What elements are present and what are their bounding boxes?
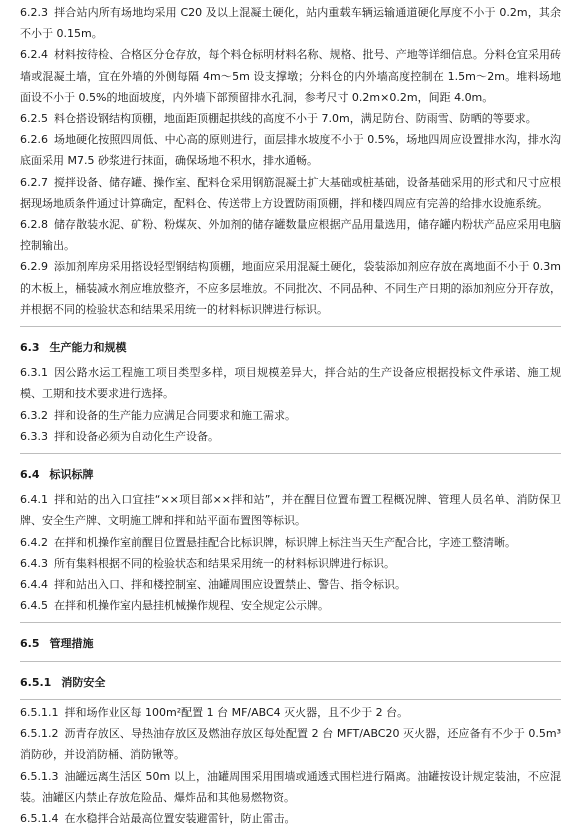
clause-text: 场地硬化按照四周低、中心高的原则进行，面层排水坡度不小于 0.5%，场地四周应设置排水沟，排水沟底面采用 M7.5 砂浆进行抹面，确保场地不积水，排水通畅。 — [20, 133, 561, 168]
clause-text: 添加剂库房采用搭设轻型钢结构顶棚，地面应采用混凝土硬化，袋装添加剂应存放在离地面不小于 0.3m 的木板上，桶装减水剂应堆放整齐，不应多层堆放。不同批次、不同品种、不同生产日期的添加剂应分开存放，并根据不同的检验状态和结果采用统一的材料标识牌进行标识。 — [20, 260, 561, 316]
clause-number: 6.2.4 — [20, 48, 48, 62]
section-divider — [20, 326, 561, 327]
clause-6-3-1 — [20, 362, 561, 404]
clause-text: 拌和设备必须为自动化生产设备。 — [54, 429, 219, 443]
subsection-number: 6.5.1 — [20, 675, 52, 689]
clause-text: 材料按待检、合格区分仓存放，每个料仓标明材料名称、规格、批号、产地等详细信息。分料仓宜采用砖墙或混凝土墙，宜在外墙的外侧每隔 4m～5m 设支撑墩；分料仓的内外墙高度控制在 1.5m～2m。堆料场地面设不小于 0.5%的地面坡度，内外墙下部预留排水孔洞，参考尺寸 0.2m×0.2m，间距 4.0m。 — [20, 48, 561, 104]
clause-number: 6.4.2 — [20, 535, 48, 549]
section-divider — [20, 622, 561, 623]
clause-text: 在拌和机操作室前醒目位置悬挂配合比标识牌，标识牌上标注当天生产配合比，字迹工整清晰。 — [54, 535, 516, 549]
clause-text: 沥青存放区、导热油存放区及燃油存放区每处配置 2 台 MFT/ABC20 灭火器，还应备有不少于 0.5m³消防砂，并设消防桶、消防锹等。 — [20, 727, 561, 762]
clause-text: 拌和设备的生产能力应满足合同要求和施工需求。 — [54, 408, 296, 422]
clause-number: 6.3.2 — [20, 408, 48, 422]
clause-6-2-6 — [20, 129, 561, 171]
clause-text: 拌和站出入口、拌和楼控制室、油罐周围应设置禁止、警告、指令标识。 — [54, 578, 406, 592]
section-number: 6.5 — [20, 637, 40, 651]
section-divider — [20, 699, 561, 700]
clause-number: 6.5.1.1 — [20, 705, 59, 719]
clause-6-3-3 — [20, 426, 561, 447]
clause-text: 所有集料根据不同的检验状态和结果采用统一的材料标识牌进行标识。 — [54, 556, 395, 570]
clause-6-5-1-4 — [20, 808, 561, 829]
clause-text: 储存散装水泥、矿粉、粉煤灰、外加剂的储存罐数量应根据产品用量选用，储存罐内粉状产品应采用电脑控制输出。 — [20, 218, 561, 253]
clause-number: 6.3.1 — [20, 366, 48, 380]
clause-text: 拌和场作业区每 100m²配置 1 台 MF/ABC4 灭火器，且不少于 2 台。 — [64, 705, 409, 719]
clause-6-2-9 — [20, 256, 561, 320]
clause-6-2-5 — [20, 108, 561, 129]
clause-text: 搅拌设备、储存罐、操作室、配料仓采用钢筋混凝土扩大基础或桩基础，设备基础采用的形式和尺寸应根据现场地质条件通过计算确定，配料仓、传送带上方设置防雨顶棚，拌和楼四周应有完善的给排水设施系统。 — [20, 175, 561, 210]
clause-text: 因公路水运工程施工项目类型多样，项目规模差异大，拌合站的生产设备应根据投标文件承诺、施工规模、工期和技术要求进行选择。 — [20, 366, 561, 401]
clause-text: 在水稳拌合站最高位置安装避雷针，防止雷击。 — [64, 811, 296, 825]
clause-number: 6.2.5 — [20, 112, 48, 126]
clause-number: 6.4.4 — [20, 578, 48, 592]
clause-6-3-2 — [20, 405, 561, 426]
clause-number: 6.2.7 — [20, 175, 48, 189]
section-heading — [20, 337, 561, 358]
section-divider — [20, 661, 561, 662]
clause-6-4-3 — [20, 553, 561, 574]
clause-number: 6.4.3 — [20, 556, 48, 570]
section-divider — [20, 453, 561, 454]
section-number: 6.3 — [20, 341, 40, 355]
clause-6-4-2 — [20, 532, 561, 553]
clause-6-4-5 — [20, 595, 561, 616]
section-heading — [20, 633, 561, 654]
clause-6-4-4 — [20, 574, 561, 595]
section-title: 管理措施 — [49, 637, 94, 651]
clause-6-2-7 — [20, 172, 561, 214]
clause-6-2-4 — [20, 44, 561, 108]
clause-6-2-8 — [20, 214, 561, 256]
clause-6-5-1-2 — [20, 723, 561, 765]
clause-text: 拌合站内所有场地均采用 C20 及以上混凝土硬化，站内重载车辆运输通道硬化厚度不小于 0.2m，其余不小于 0.15m。 — [20, 6, 561, 41]
clause-number: 6.2.9 — [20, 260, 48, 274]
clause-number: 6.3.3 — [20, 429, 48, 443]
clause-number: 6.2.3 — [20, 6, 48, 19]
clause-6-2-3 — [20, 2, 561, 44]
clause-text: 在拌和机操作室内悬挂机械操作规程、安全规定公示牌。 — [54, 599, 329, 613]
section-title: 生产能力和规模 — [49, 341, 127, 355]
clause-text: 油罐远离生活区 50m 以上，油罐周围采用围墙或通透式围栏进行隔离。油罐按设计规定装油，不应混装。油罐区内禁止存放危险品、爆炸品和其他易燃物资。 — [20, 769, 561, 804]
clause-number: 6.2.8 — [20, 218, 48, 232]
subsection-title: 消防安全 — [61, 675, 106, 689]
section-6-3 — [20, 337, 561, 447]
clause-number: 6.5.1.2 — [20, 727, 59, 741]
section-number: 6.4 — [20, 468, 40, 482]
clause-text: 料仓搭设钢结构顶棚，地面距顶棚起拱线的高度不小于 7.0m，满足防台、防雨雪、防晒的等要求。 — [54, 112, 537, 126]
clause-text: 拌和站的出入口宜挂“××项目部××拌和站”，并在醒目位置布置工程概况牌、管理人员名单、消防保卫牌、安全生产牌、文明施工牌和拌和站平面布置图等标识。 — [20, 493, 561, 528]
clause-6-5-1-3 — [20, 766, 561, 808]
clause-6-5-1-1 — [20, 702, 561, 723]
clause-number: 6.5.1.4 — [20, 811, 59, 825]
clause-number: 6.4.5 — [20, 599, 48, 613]
clause-number: 6.5.1.3 — [20, 769, 59, 783]
clause-block-6-2 — [20, 2, 561, 320]
subsection-heading — [20, 672, 561, 693]
section-6-5 — [20, 633, 561, 829]
section-title: 标识标牌 — [49, 468, 94, 482]
clause-number: 6.2.6 — [20, 133, 48, 147]
clause-6-4-1 — [20, 489, 561, 531]
section-6-4 — [20, 464, 561, 616]
section-heading — [20, 464, 561, 485]
clause-number: 6.4.1 — [20, 493, 48, 507]
